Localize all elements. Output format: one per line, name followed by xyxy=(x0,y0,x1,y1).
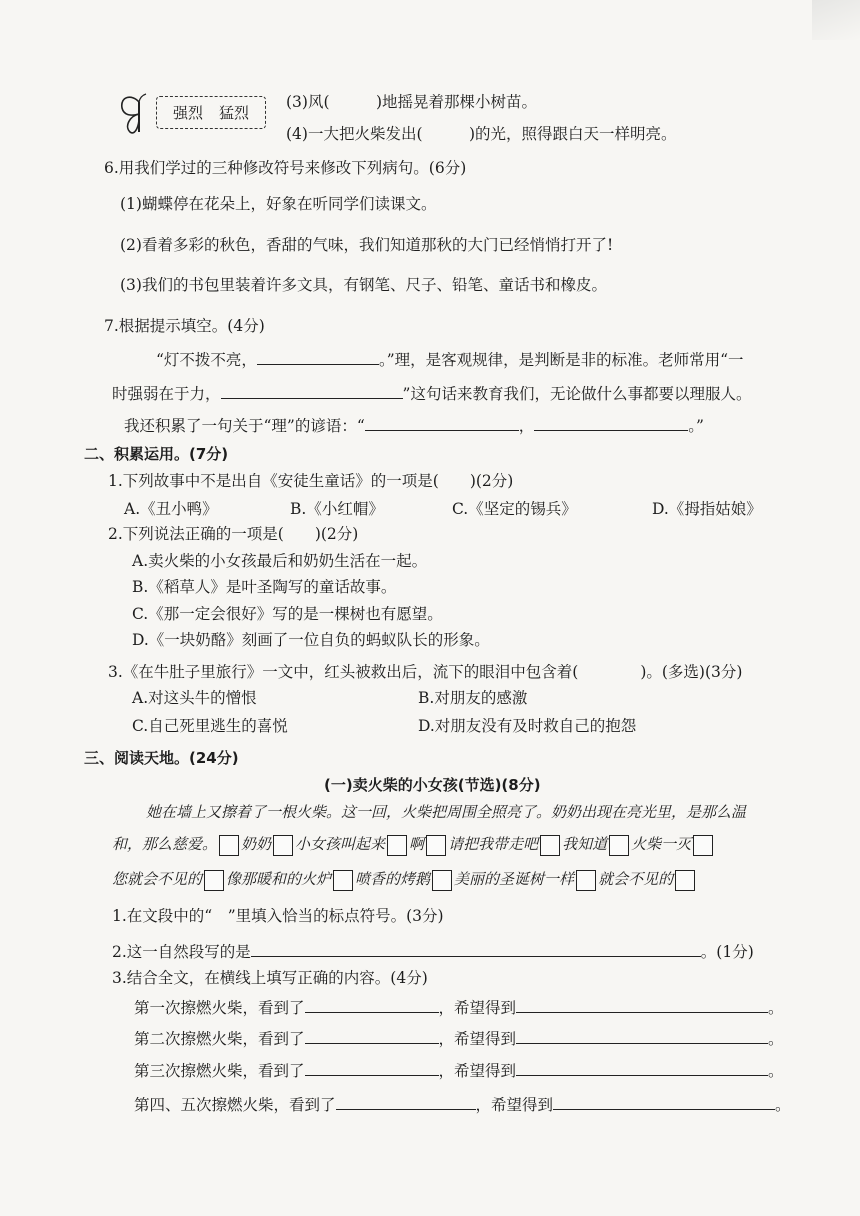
s3-q3: 3.结合全文，在横线上填写正确的内容。(4分) xyxy=(112,969,428,987)
passage-text: 和，那么慈爱。 xyxy=(112,835,218,853)
punctuation-box[interactable] xyxy=(387,835,407,856)
answer-blank[interactable] xyxy=(516,996,768,1013)
answer-blank[interactable] xyxy=(516,1059,768,1076)
q7-line-1 xyxy=(156,348,744,370)
q7-line-1-start: “灯不拨不亮， xyxy=(156,351,257,369)
fill-row-mid: ，希望得到 xyxy=(438,1062,517,1080)
punctuation-box[interactable] xyxy=(693,835,713,856)
passage-text: 您就会不见的 xyxy=(112,870,203,888)
s2-q1-stem: 1.下列故事中不是出自《安徒生童话》的一项是( )(2分) xyxy=(108,472,514,490)
punctuation-box[interactable] xyxy=(609,835,629,856)
q5-sentence-3: (3)风( )地摇晃着那棵小树苗。 xyxy=(286,93,538,111)
s3-q2-end: 。(1分) xyxy=(700,943,754,961)
answer-blank[interactable] xyxy=(365,414,519,431)
s2-q2-option-d[interactable]: D.《一块奶酪》刻画了一位自负的蚂蚁队长的形象。 xyxy=(132,631,490,649)
punctuation-box[interactable] xyxy=(219,835,239,856)
q6-sentence-1: (1)蝴蝶停在花朵上，好象在听同学们读课文。 xyxy=(120,195,437,213)
fill-row-end: 。 xyxy=(768,1030,784,1048)
passage-line-2 xyxy=(112,834,715,856)
reading-title: (一)卖火柴的小女孩(节选)(8分) xyxy=(324,776,541,794)
s3-q1: 1.在文段中的“ ”里填入恰当的标点符号。(3分) xyxy=(112,907,444,925)
word-bank-item: 强烈 xyxy=(172,104,203,122)
passage-text: 火柴一灭 xyxy=(631,835,692,853)
fill-row-mid: ，希望得到 xyxy=(438,1030,517,1048)
punctuation-box[interactable] xyxy=(204,870,224,891)
answer-blank[interactable] xyxy=(305,1027,439,1044)
butterfly-icon xyxy=(118,92,160,136)
q7-line-2 xyxy=(112,382,751,404)
s2-q3-option-a[interactable]: A.对这头牛的憎恨 xyxy=(132,689,257,707)
fill-row xyxy=(134,996,784,1018)
fill-row xyxy=(134,1027,784,1049)
section-2-title: 二、积累运用。(7分) xyxy=(84,445,229,463)
fill-row-end: 。 xyxy=(768,999,784,1017)
fill-row-end: 。 xyxy=(768,1062,784,1080)
punctuation-box[interactable] xyxy=(675,870,695,891)
fill-row-mid: ，希望得到 xyxy=(475,1096,554,1114)
answer-blank[interactable] xyxy=(221,382,403,399)
passage-line-3 xyxy=(112,869,697,891)
page-corner-shadow xyxy=(812,0,860,40)
q7-title: 7.根据提示填空。(4分) xyxy=(104,317,265,335)
word-bank-box xyxy=(156,96,266,129)
s2-q2-option-b[interactable]: B.《稻草人》是叶圣陶写的童话故事。 xyxy=(132,578,397,596)
punctuation-box[interactable] xyxy=(576,870,596,891)
passage-text: 我知道 xyxy=(562,835,608,853)
fill-row xyxy=(134,1059,784,1081)
s2-q2-option-a[interactable]: A.卖火柴的小女孩最后和奶奶生活在一起。 xyxy=(132,552,428,570)
q6-sentence-2: (2)看着多彩的秋色，香甜的气味，我们知道那秋的大门已经悄悄打开了! xyxy=(120,236,614,254)
s2-q1-option-b[interactable]: B.《小红帽》 xyxy=(290,500,384,518)
passage-text: 啊 xyxy=(409,835,425,853)
answer-blank[interactable] xyxy=(336,1093,476,1110)
q7-line-3-start: 我还积累了一句关于“理”的谚语：“ xyxy=(124,417,365,435)
s3-q2 xyxy=(112,940,754,962)
word-bank-item: 猛烈 xyxy=(219,104,250,122)
s2-q2-option-c[interactable]: C.《那一定会很好》写的是一棵树也有愿望。 xyxy=(132,605,443,623)
passage-text: 喷香的烤鹅 xyxy=(355,870,431,888)
s2-q3-stem: 3.《在牛肚子里旅行》一文中，红头被救出后，流下的眼泪中包含着( )。(多选)(3分) xyxy=(108,663,743,681)
answer-blank[interactable] xyxy=(251,940,701,957)
punctuation-box[interactable] xyxy=(426,835,446,856)
fill-row-start: 第一次擦燃火柴，看到了 xyxy=(134,999,305,1017)
q7-line-1-end: 。”理，是客观规律，是判断是非的标准。老师常用“一 xyxy=(378,351,744,369)
punctuation-box[interactable] xyxy=(432,870,452,891)
passage-text: 像那暖和的火炉 xyxy=(226,870,332,888)
fill-row-end: 。 xyxy=(775,1096,791,1114)
q6-title: 6.用我们学过的三种修改符号来修改下列病句。(6分) xyxy=(104,159,467,177)
fill-row-start: 第二次擦燃火柴，看到了 xyxy=(134,1030,305,1048)
s2-q3-option-b[interactable]: B.对朋友的感激 xyxy=(418,689,528,707)
answer-blank[interactable] xyxy=(305,1059,439,1076)
passage-line-1: 她在墙上又擦着了一根火柴。这一回，火柴把周围全照亮了。奶奶出现在亮光里，是那么温 xyxy=(146,803,747,821)
passage-text: 奶奶 xyxy=(241,835,272,853)
punctuation-box[interactable] xyxy=(273,835,293,856)
passage-text: 请把我带走吧 xyxy=(448,835,539,853)
punctuation-box[interactable] xyxy=(540,835,560,856)
fill-row-start: 第四、五次擦燃火柴，看到了 xyxy=(134,1096,336,1114)
q7-line-3-end: 。” xyxy=(688,417,704,435)
answer-blank[interactable] xyxy=(257,348,379,365)
passage-text: 就会不见的 xyxy=(598,870,674,888)
section-3-title: 三、阅读天地。(24分) xyxy=(84,749,239,767)
answer-blank[interactable] xyxy=(534,414,688,431)
s2-q3-option-d[interactable]: D.对朋友没有及时救自己的抱怨 xyxy=(418,717,637,735)
s3-q2-start: 2.这一自然段写的是 xyxy=(112,943,251,961)
q7-line-3-mid: ， xyxy=(518,417,535,435)
s2-q2-stem: 2.下列说法正确的一项是( )(2分) xyxy=(108,525,359,543)
answer-blank[interactable] xyxy=(553,1093,775,1110)
punctuation-box[interactable] xyxy=(333,870,353,891)
passage-text: 小女孩叫起来 xyxy=(295,835,386,853)
fill-row-start: 第三次擦燃火柴，看到了 xyxy=(134,1062,305,1080)
q7-line-3 xyxy=(124,414,704,436)
s2-q1-option-c[interactable]: C.《坚定的锡兵》 xyxy=(452,500,577,518)
answer-blank[interactable] xyxy=(305,996,439,1013)
fill-row xyxy=(134,1093,791,1115)
q5-sentence-4: (4)一大把火柴发出( )的光，照得跟白天一样明亮。 xyxy=(286,125,677,143)
answer-blank[interactable] xyxy=(516,1027,768,1044)
s2-q3-option-c[interactable]: C.自己死里逃生的喜悦 xyxy=(132,717,288,735)
s2-q1-option-a[interactable]: A.《丑小鸭》 xyxy=(124,500,218,518)
passage-text: 美丽的圣诞树一样 xyxy=(454,870,575,888)
q7-line-2-end: ”这句话来教育我们，无论做什么事都要以理服人。 xyxy=(402,385,752,403)
s2-q1-option-d[interactable]: D.《拇指姑娘》 xyxy=(652,500,762,518)
q6-sentence-3: (3)我们的书包里装着许多文具，有钢笔、尺子、铅笔、童话书和橡皮。 xyxy=(120,276,607,294)
fill-row-mid: ，希望得到 xyxy=(438,999,517,1017)
q7-line-2-start: 时强弱在于力， xyxy=(112,385,221,403)
